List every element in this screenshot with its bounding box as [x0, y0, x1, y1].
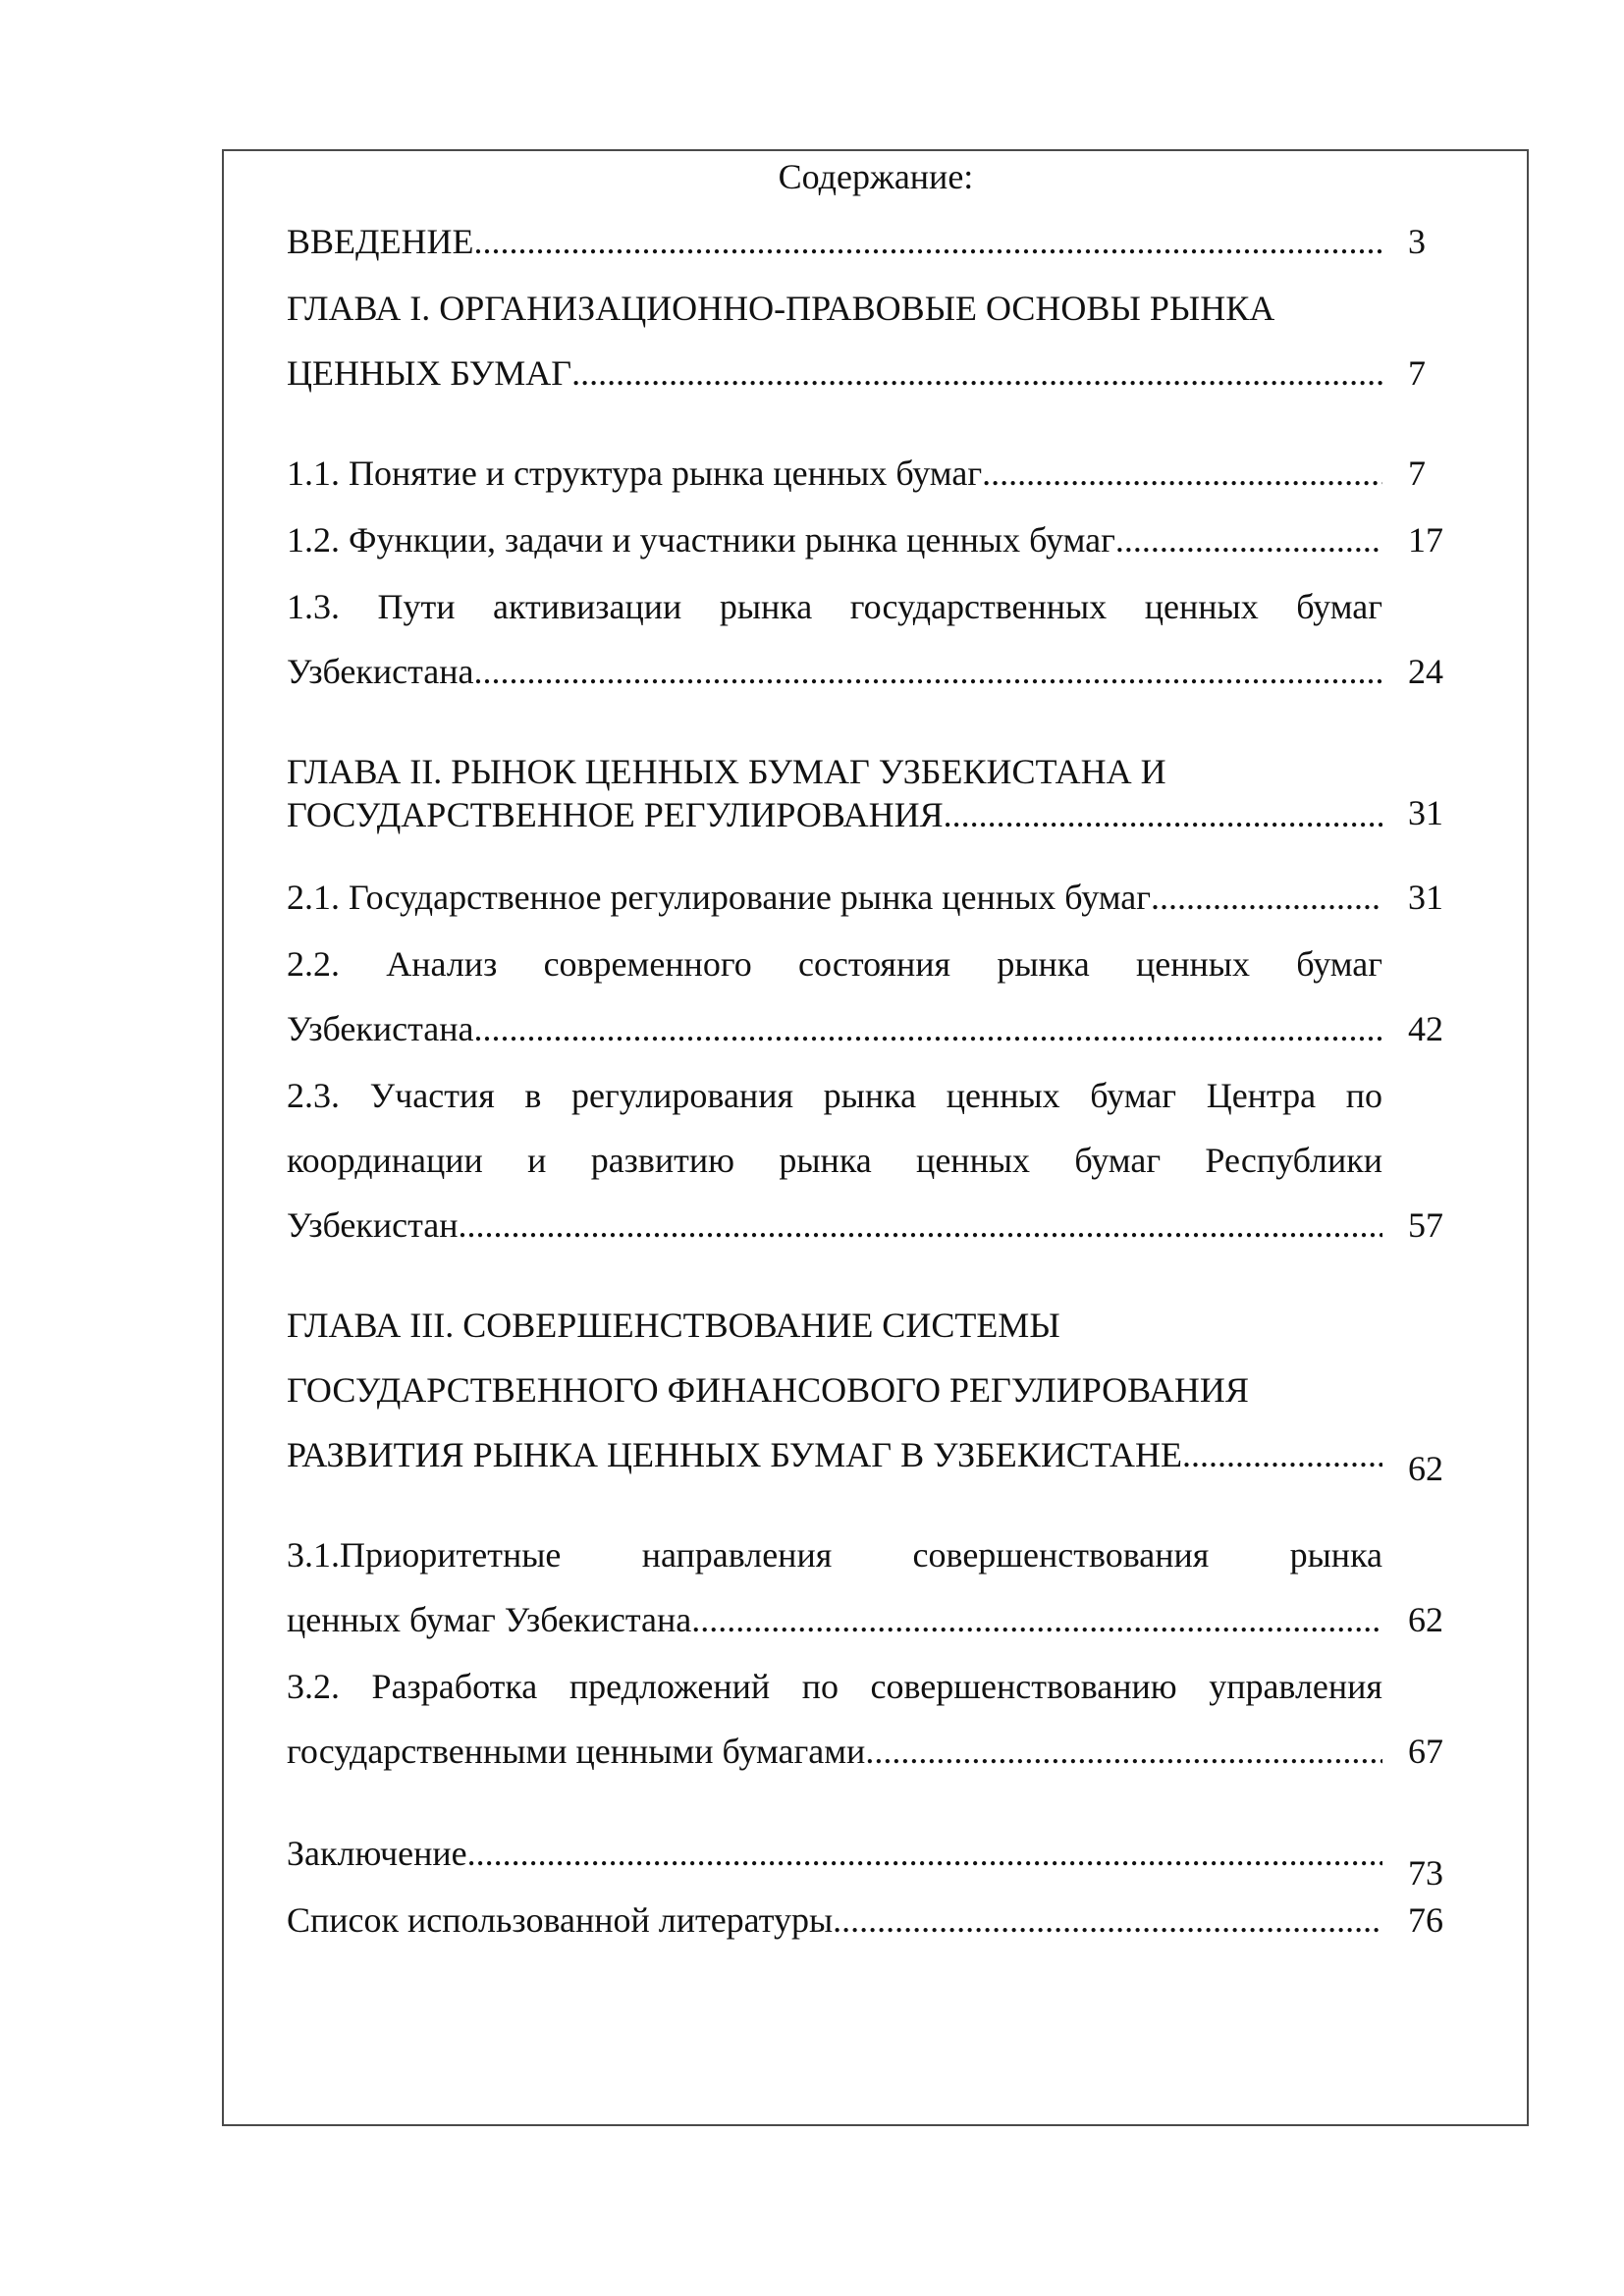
toc-line	[287, 1005, 1382, 1052]
toc-line: координации и развитию рынка ценных бумаг Республики	[287, 1141, 1382, 1180]
toc-page-number: 42	[1408, 1009, 1443, 1048]
toc-entry-text: Узбекистан	[287, 1205, 459, 1245]
toc-entry-text: Узбекистана	[287, 652, 474, 691]
toc-line: 2.3. Участия в регулирования рынка ценных бумаг Центра по	[287, 1076, 1382, 1115]
toc-line	[287, 1596, 1382, 1643]
dot-leader	[474, 648, 1383, 695]
toc-line	[287, 349, 1382, 397]
toc-page-number: 62	[1408, 1449, 1443, 1488]
toc-line	[287, 450, 1382, 497]
dot-leader	[474, 218, 1382, 265]
dot-leader	[1182, 1431, 1382, 1478]
toc-line	[287, 516, 1382, 563]
toc-line: ГЛАВА II. РЫНОК ЦЕННЫХ БУМАГ УЗБЕКИСТАНА И	[287, 752, 1166, 791]
toc-entry-text: ценных бумаг Узбекистана	[287, 1600, 692, 1639]
toc-page-number: 76	[1408, 1900, 1443, 1940]
toc-line: ГЛАВА III. СОВЕРШЕНСТВОВАНИЕ СИСТЕМЫ	[287, 1306, 1060, 1345]
toc-page-number: 73	[1408, 1853, 1443, 1893]
toc-line	[287, 1728, 1382, 1775]
toc-entry-text: Список использованной литературы	[287, 1900, 834, 1940]
toc-line: 3.1.Приоритетные направления совершенствования рынка	[287, 1535, 1382, 1575]
toc-line	[287, 218, 1382, 265]
dot-leader	[944, 791, 1382, 838]
toc-page-number: 62	[1408, 1600, 1443, 1639]
toc-entry-text: 1.2. Функции, задачи и участники рынка ценных бумаг	[287, 520, 1115, 560]
dot-leader	[691, 1596, 1382, 1643]
toc-page-number: 67	[1408, 1732, 1443, 1771]
toc-page-number: 17	[1408, 520, 1443, 560]
dot-leader	[474, 1005, 1383, 1052]
dot-leader	[865, 1728, 1382, 1775]
dot-leader	[1115, 516, 1382, 563]
toc-line	[287, 874, 1382, 921]
toc-page-number: 7	[1408, 353, 1426, 393]
toc-entry-text: Заключение	[287, 1834, 467, 1873]
dot-leader	[833, 1896, 1382, 1944]
dot-leader	[467, 1830, 1382, 1877]
dot-leader	[571, 349, 1382, 397]
toc-page-number: 31	[1408, 878, 1443, 917]
toc-entry-text: государственными ценными бумагами	[287, 1732, 866, 1771]
toc-entry-text: РАЗВИТИЯ РЫНКА ЦЕННЫХ БУМАГ В УЗБЕКИСТАНЕ	[287, 1435, 1183, 1474]
toc-page-number: 7	[1408, 454, 1426, 493]
toc-line	[287, 1431, 1382, 1478]
toc-line: 3.2. Разработка предложений по совершенствованию управления	[287, 1667, 1382, 1706]
toc-entry-text: ЦЕННЫХ БУМАГ	[287, 353, 572, 393]
toc-page-number: 3	[1408, 222, 1426, 261]
toc-line: 1.3. Пути активизации рынка государственных ценных бумаг	[287, 587, 1382, 626]
toc-line	[287, 1201, 1382, 1249]
toc-line: 2.2. Анализ современного состояния рынка ценных бумаг	[287, 944, 1382, 984]
toc-page-number: 24	[1408, 652, 1443, 691]
toc-entry-text: 1.1. Понятие и структура рынка ценных бумаг	[287, 454, 983, 493]
toc-line	[287, 1896, 1382, 1944]
toc-line: ГОСУДАРСТВЕННОГО ФИНАНСОВОГО РЕГУЛИРОВАНИЯ	[287, 1370, 1249, 1410]
toc-entry-text: ГОСУДАРСТВЕННОЕ РЕГУЛИРОВАНИЯ	[287, 795, 944, 834]
toc-line	[287, 1830, 1382, 1877]
toc-title: Содержание:	[778, 157, 974, 196]
toc-entry-text: 2.1. Государственное регулирование рынка ценных бумаг	[287, 878, 1151, 917]
toc-page-number: 57	[1408, 1205, 1443, 1245]
toc-line	[287, 648, 1382, 695]
dot-leader	[459, 1201, 1382, 1249]
dot-leader	[1151, 874, 1382, 921]
toc-entry-text: Узбекистана	[287, 1009, 474, 1048]
dot-leader	[982, 450, 1382, 497]
toc-line: ГЛАВА I. ОРГАНИЗАЦИОННО-ПРАВОВЫЕ ОСНОВЫ РЫНКА	[287, 289, 1275, 328]
toc-entry-text: ВВЕДЕНИЕ	[287, 222, 474, 261]
toc-line	[287, 791, 1382, 838]
toc-page-number: 31	[1408, 793, 1443, 832]
